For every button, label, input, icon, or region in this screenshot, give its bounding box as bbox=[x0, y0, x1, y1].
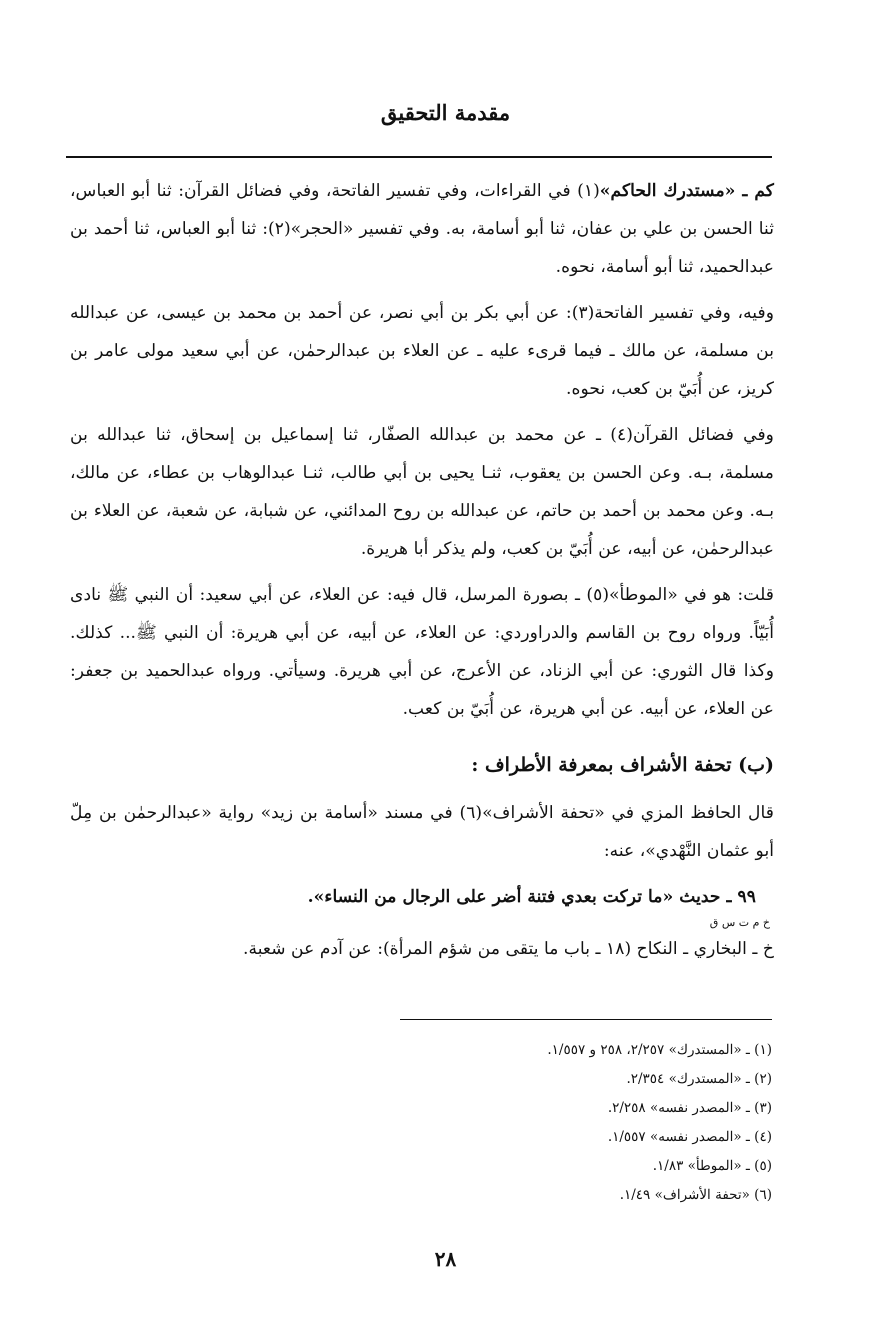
footnote: (٥) ـ «الموطأ» ١/٨٣. bbox=[652, 1158, 772, 1174]
footnote: (٤) ـ «المصدر نفسه» ١/٥٥٧. bbox=[607, 1129, 772, 1145]
hadith-source: خ ـ البخاري ـ النكاح (١٨ ـ باب ما يتقى من شؤم المرأة): عن آدم عن شعبة. bbox=[243, 939, 774, 959]
section-heading: (ب) تحفة الأشراف بمعرفة الأطراف : bbox=[471, 754, 774, 776]
footnote: (١) ـ «المستدرك» ٢/٢٥٧، ٢٥٨ و ١/٥٥٧. bbox=[547, 1042, 772, 1058]
paragraph bbox=[70, 294, 774, 408]
hadith-entry: ٩٩ ـ حديث «ما تركت بعدي فتنة أضر على الرجال من النساء». bbox=[307, 887, 756, 907]
paragraph-text: (١) في القراءات، وفي تفسير الفاتحة، وفي فضائل القرآن: ثنا أبو العباس، ثنا الحسن بن علي بن عفان، ثنا أبو أسامة، به. وفي تفسير «الحجر»(٢): ثنا أبو العباس، ثنا أحمد بن عبدالحميد، ثنا أبو أسامة، نحوه. bbox=[70, 181, 774, 277]
section-paragraph: قال الحافظ المزي في «تحفة الأشراف»(٦) في مسند «أسامة بن زيد» رواية «عبدالرحمٰن بن مِلّ أبو عثمان النَّهْدي»، عنه: bbox=[70, 803, 774, 861]
page-number: ٢٨ bbox=[434, 1247, 457, 1271]
paragraph-lead: كم ـ «مستدرك الحاكم» bbox=[599, 181, 774, 201]
paragraph bbox=[70, 416, 774, 568]
paragraph bbox=[70, 172, 774, 286]
header-rule bbox=[66, 156, 772, 158]
paragraph bbox=[70, 576, 774, 728]
hadith-sigla: خ م ت س ق bbox=[709, 916, 770, 929]
page-title: مقدمة التحقيق bbox=[380, 100, 511, 125]
footnotes bbox=[400, 1019, 772, 1210]
footnote: (٣) ـ «المصدر نفسه» ٢/٢٥٨. bbox=[607, 1100, 772, 1116]
paragraph-text: وفي فضائل القرآن(٤) ـ عن محمد بن عبدالله الصفّار، ثنا إسماعيل بن إسحاق، ثنا عبدالله بن مسلمة، بـه. وعن الحسن بن يعقوب، ثنـا يحيى بن أبي طالب، ثنـا عبدالوهاب بن عطاء، عن مالك، بـه. وعن محمد بن أحمد بن حاتم، عن عبدالله بن روح المدائني، عن شبابة، عن شعبة، عن العلاء بن عبدالرحمٰن، عن أبيه، عن أُبَيّ بن كعب، ولم يذكر أبا هريرة. bbox=[70, 425, 774, 559]
paragraph-text: قلت: هو في «الموطأ»(٥) ـ بصورة المرسل، قال فيه: عن العلاء، عن أبي سعيد: أن النبي ﷺ نادى أُبَيّاً. ورواه روح بن القاسم والدراوردي: عن العلاء، عن أبيه، عن أبي هريرة: أن النبي ﷺ... كذلك. وكذا قال الثوري: عن أبي الزناد، عن الأعرج، عن أبي هريرة. وسيأتي. ورواه عبدالحميد بن جعفر: عن العلاء، عن أبيه. عن أبي هريرة، عن أُبَيّ بن كعب. bbox=[70, 585, 774, 719]
footnote: (٢) ـ «المستدرك» ٢/٣٥٤. bbox=[626, 1071, 772, 1087]
footnote: (٦) «تحفة الأشراف» ١/٤٩. bbox=[619, 1187, 772, 1203]
main-text bbox=[70, 172, 774, 976]
paragraph-text: وفيه، وفي تفسير الفاتحة(٣): عن أبي بكر بن أبي نصر، عن أحمد بن محمد بن عيسى، عن عبدالله بن مسلمة، عن مالك ـ فيما قرىء عليه ـ عن العلاء بن عبدالرحمٰن، عن أبي سعيد مولى عامر بن كريز، عن أُبَيّ بن كعب، نحوه. bbox=[70, 303, 775, 399]
